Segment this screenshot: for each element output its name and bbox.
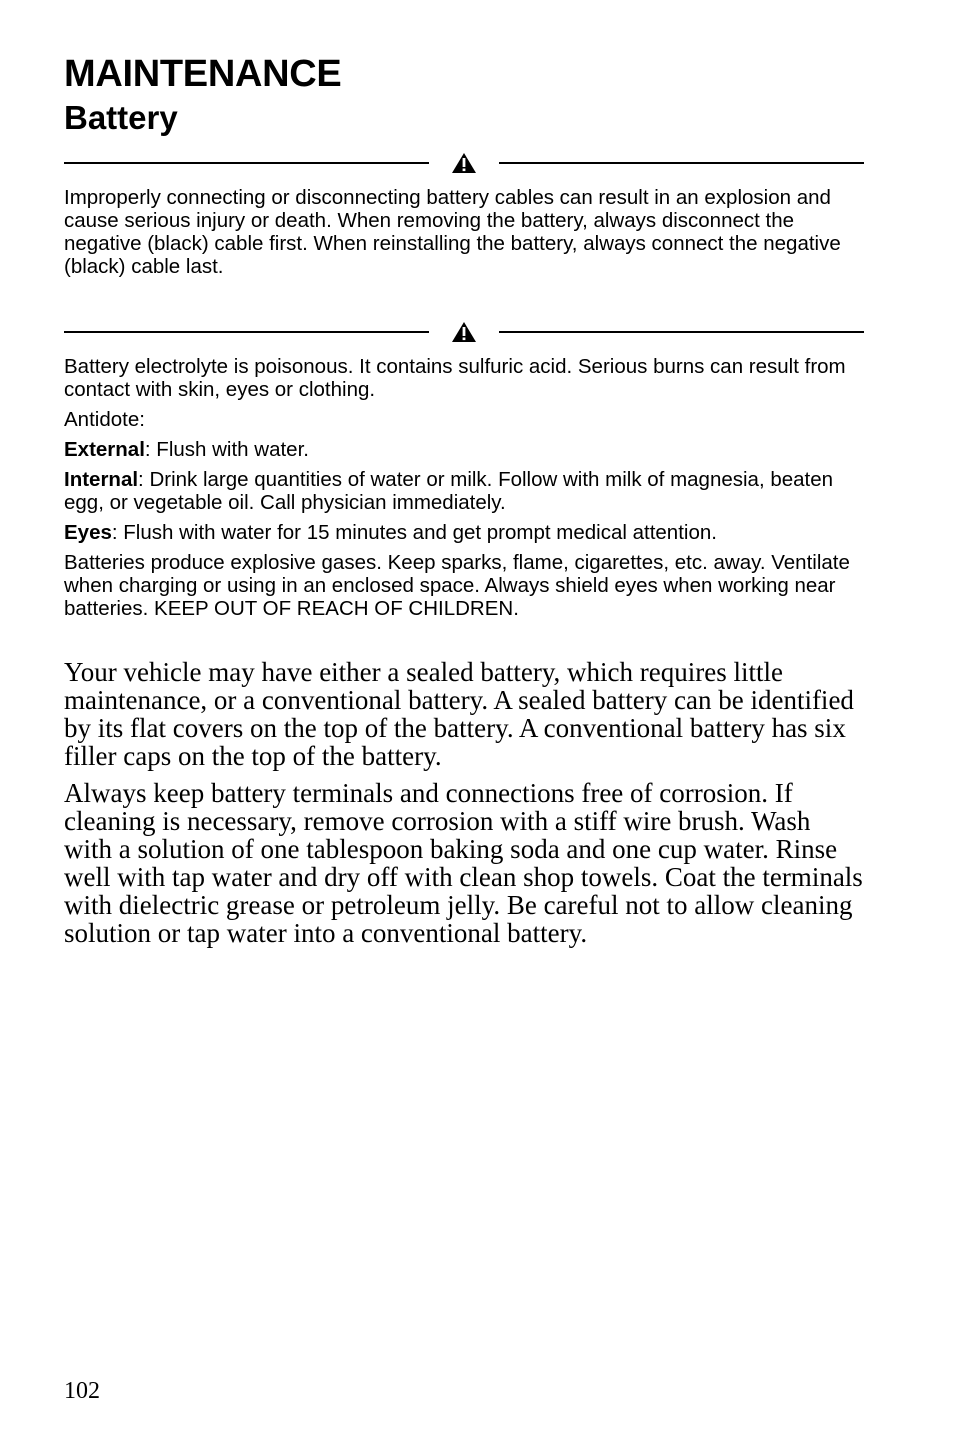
warning-text-gases: Batteries produce explosive gases. Keep sparks, flame, cigarettes, etc. away. Ventilate when charging or using in an enclosed space. Always shield eyes when working near batteries. KEEP OUT OF REACH OF CHILDREN. [64,551,850,620]
warning-divider-2 [64,321,864,343]
eyes-label: Eyes [64,521,112,544]
divider-line-right [499,162,864,164]
internal-label: Internal [64,468,139,491]
antidote-label: Antidote: [64,408,145,431]
external-label: External [64,438,145,461]
warning-block-1 [64,186,864,285]
antidote-internal [64,468,864,514]
eyes-text: : Flush with water for 15 minutes and get prompt medical attention. [111,521,717,544]
section-title: MAINTENANCE [64,53,342,95]
antidote-eyes [64,521,864,544]
antidote-external [64,438,864,461]
divider-line-left [64,331,429,333]
paragraph-terminal-care: Always keep battery terminals and connections free of corrosion. If cleaning is necessary, remove corrosion with a stiff wire brush. Wash with a solution of one tablespoon baking soda and one cup water. Rinse well with tap water and dry off with clean shop towels. Coat the terminals with dielectric grease or petroleum jelly. Be careful not to allow cleaning solution or tap water into a conventional battery. [64,778,863,948]
body-text [64,658,864,956]
internal-text: : Drink large quantities of water or milk. Follow with milk of magnesia, beaten egg, or vegetable oil. Call physician immediately. [64,468,834,514]
subsection-title: Battery [64,99,178,136]
warning-block-2 [64,355,864,627]
warning-divider-1 [64,152,864,174]
external-text: : Flush with water. [144,438,309,461]
page-number: 102 [64,1378,100,1404]
warning-triangle-icon [451,321,477,343]
warning-triangle-icon [451,152,477,174]
divider-line-left [64,162,429,164]
warning-text-electrolyte: Battery electrolyte is poisonous. It contains sulfuric acid. Serious burns can result from contact with skin, eyes or clothing. [64,355,846,401]
warning-text-cables: Improperly connecting or disconnecting battery cables can result in an explosion and cause serious injury or death. When removing the battery, always disconnect the negative (black) cable first. When reinstalling the battery, always connect the negative (black) cable last. [64,186,841,278]
paragraph-battery-types: Your vehicle may have either a sealed battery, which requires little maintenance, or a conventional battery. A sealed battery can be identified by its flat covers on the top of the battery. A conventional battery has six filler caps on the top of the battery. [64,657,854,771]
divider-line-right [499,331,864,333]
